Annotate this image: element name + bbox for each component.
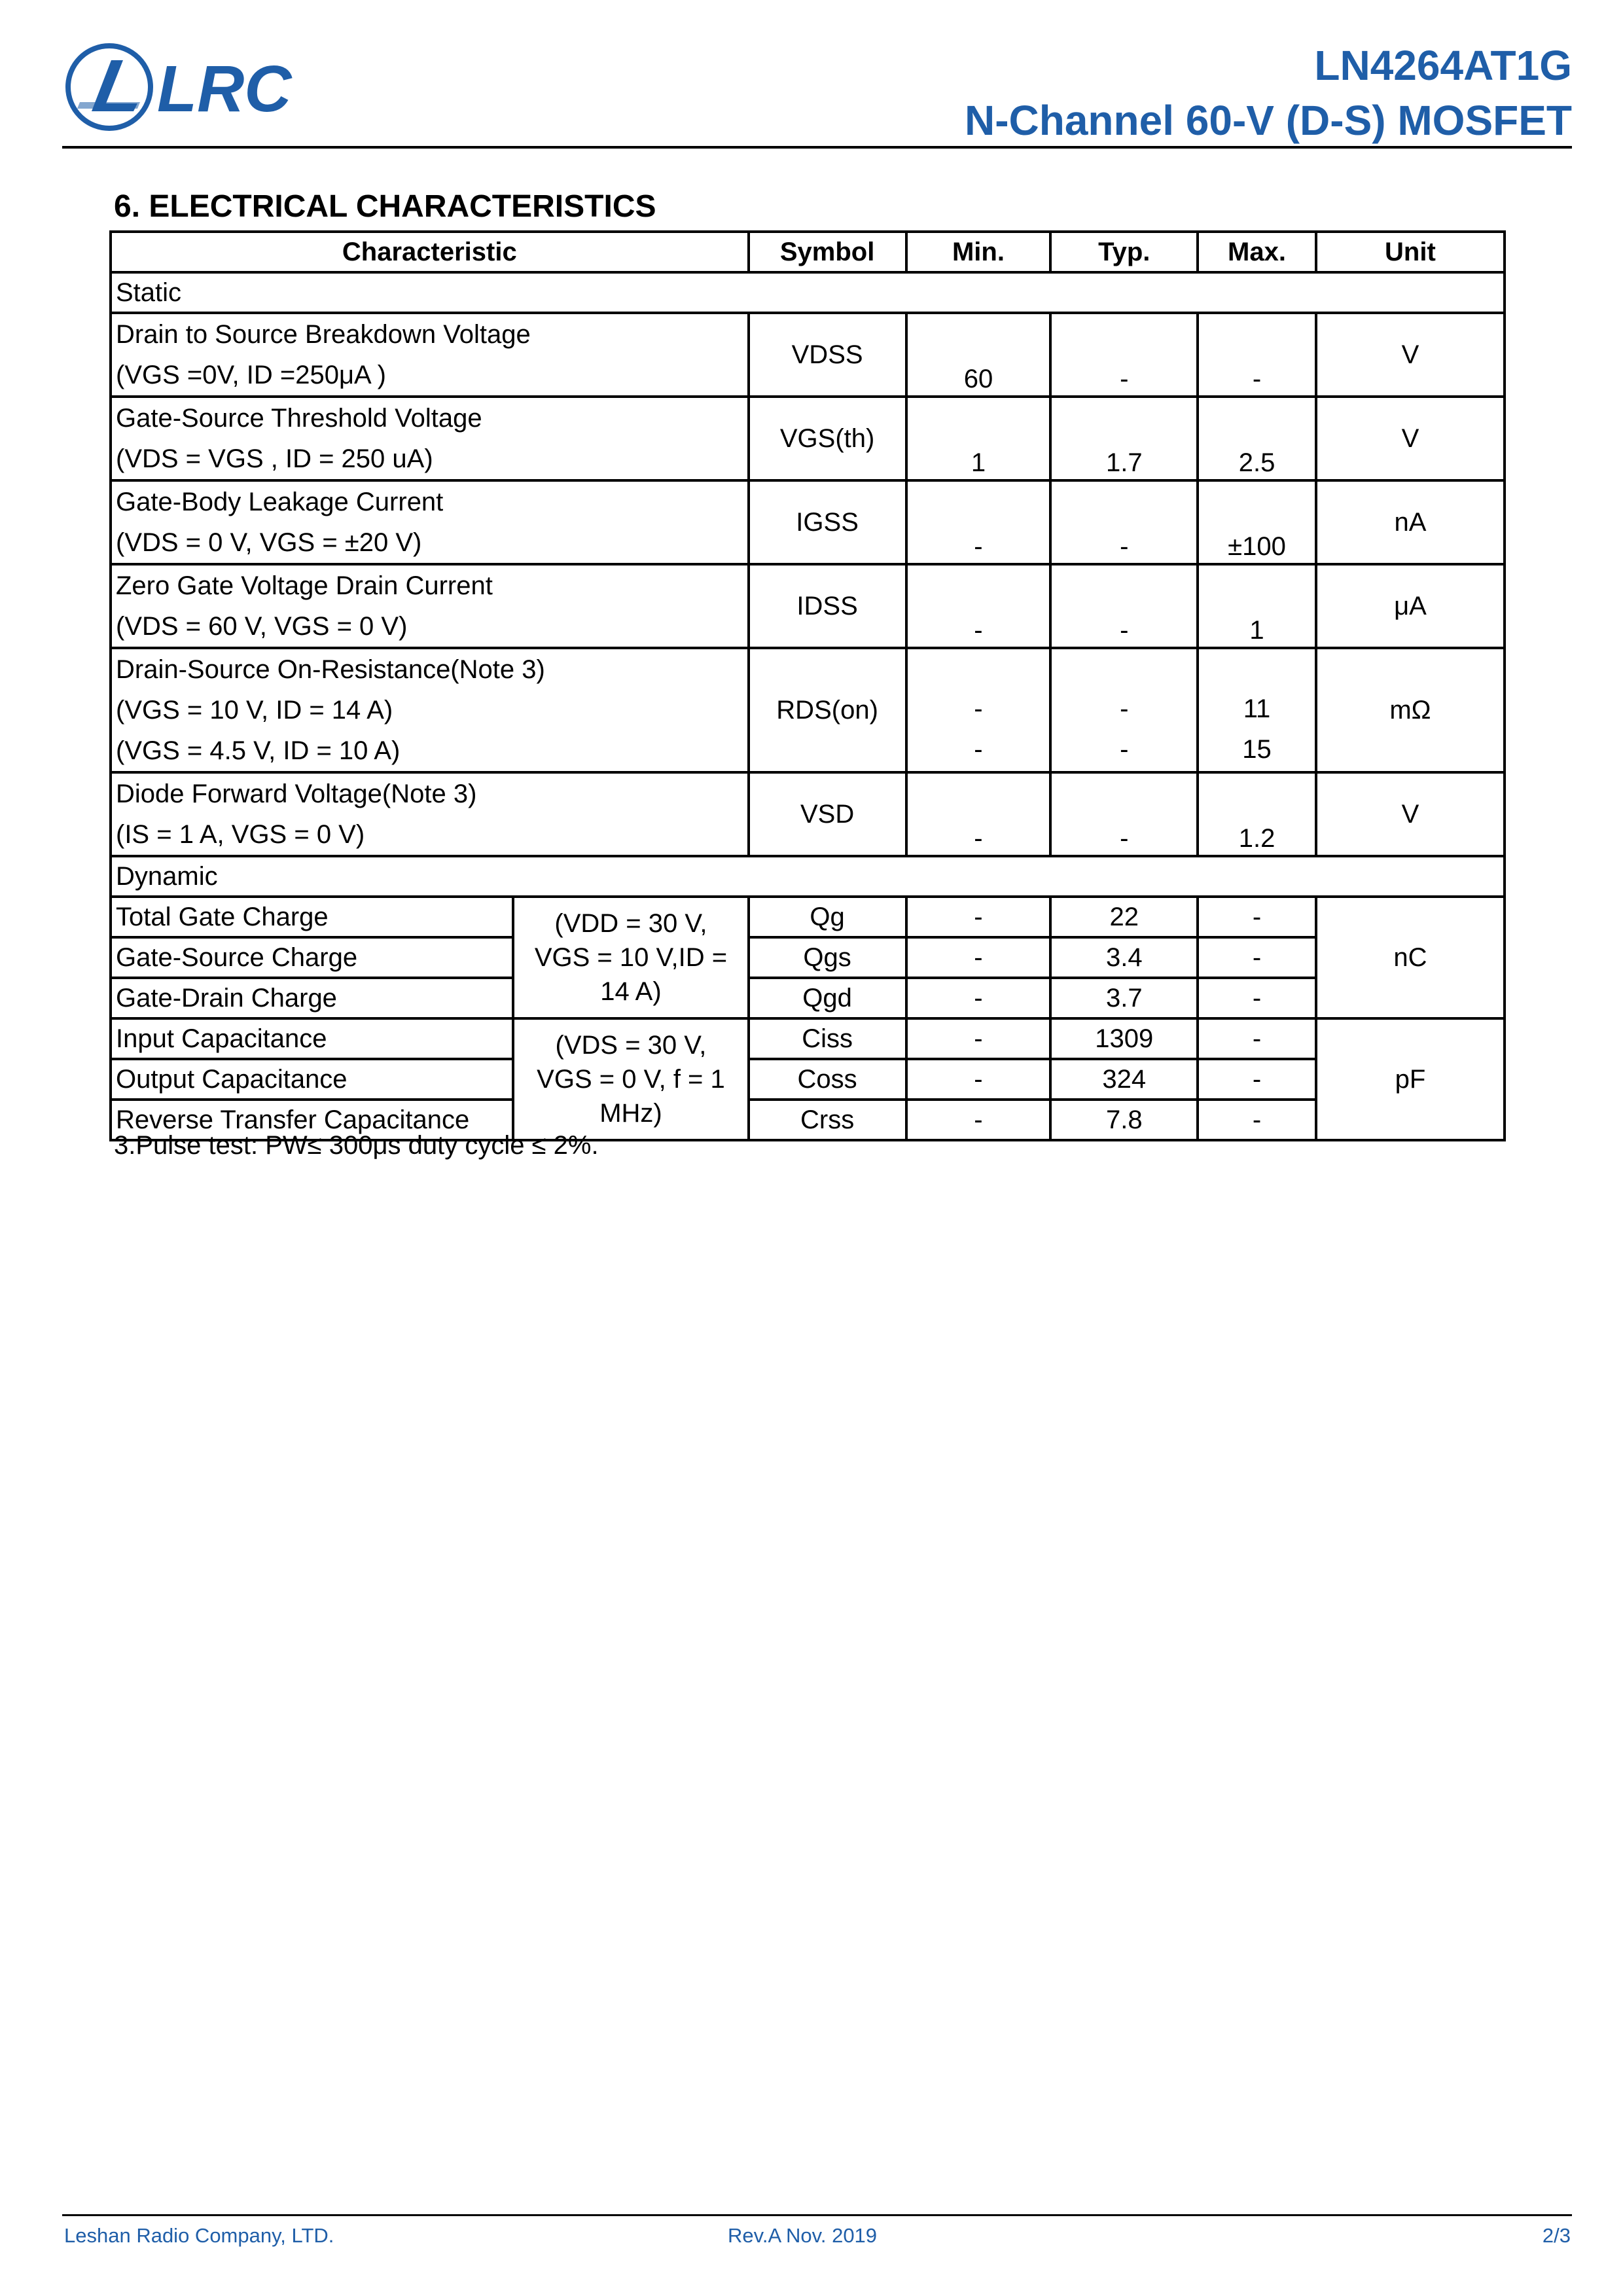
- condition-line: MHz): [599, 1099, 662, 1128]
- unit-cell: nC: [1316, 897, 1505, 1018]
- characteristic-condition: (VGS =0V, ID =250μA ): [116, 361, 386, 389]
- col-header-symbol: Symbol: [749, 232, 906, 272]
- characteristic-condition: (IS = 1 A, VGS = 0 V): [116, 820, 365, 849]
- min-value: -: [974, 694, 983, 723]
- dynamic-section-row: [111, 856, 1505, 897]
- table-row: [111, 897, 1505, 937]
- min-cell: -: [906, 937, 1051, 978]
- symbol-cell: IGSS: [749, 480, 906, 564]
- characteristic-name: Gate-Source Charge: [111, 937, 513, 978]
- table-row: [111, 1018, 1505, 1059]
- characteristic-name: Diode Forward Voltage(Note 3): [116, 780, 477, 808]
- min-cell: 1: [906, 397, 1051, 480]
- characteristic-condition: (VDS = 0 V, VGS = ±20 V): [116, 528, 422, 557]
- unit-cell: nA: [1316, 480, 1505, 564]
- typ-cell: 1309: [1050, 1018, 1198, 1059]
- unit-cell: V: [1316, 772, 1505, 856]
- typ-cell: 3.4: [1050, 937, 1198, 978]
- symbol-cell: RDS(on): [749, 648, 906, 772]
- characteristic-cell: [111, 564, 749, 648]
- typ-value: -: [1120, 735, 1129, 764]
- symbol-cell: Qg: [749, 897, 906, 937]
- typ-cell: 3.7: [1050, 978, 1198, 1018]
- symbol-cell: VDSS: [749, 313, 906, 397]
- symbol-cell: Ciss: [749, 1018, 906, 1059]
- header-divider: [62, 146, 1572, 149]
- table-row: [111, 937, 1505, 978]
- static-label: Static: [111, 272, 1505, 313]
- min-cell: 60: [906, 313, 1051, 397]
- typ-cell: 324: [1050, 1059, 1198, 1100]
- unit-cell: pF: [1316, 1018, 1505, 1140]
- characteristic-cell: [111, 397, 749, 480]
- characteristic-cell: [111, 772, 749, 856]
- typ-cell: -: [1050, 480, 1198, 564]
- characteristic-name: Drain to Source Breakdown Voltage: [116, 320, 531, 349]
- min-cell: -: [906, 1100, 1051, 1140]
- max-value: 11: [1243, 694, 1271, 723]
- characteristic-cell: [111, 313, 749, 397]
- characteristic-name: Gate-Source Threshold Voltage: [116, 404, 482, 433]
- min-cell: -: [906, 978, 1051, 1018]
- typ-value: -: [1120, 694, 1129, 723]
- symbol-cell: Coss: [749, 1059, 906, 1100]
- table-header-row: [111, 232, 1505, 272]
- max-cell: -: [1198, 937, 1316, 978]
- symbol-cell: VGS(th): [749, 397, 906, 480]
- min-cell: -: [906, 480, 1051, 564]
- typ-cell: 1.7: [1050, 397, 1198, 480]
- min-cell: -: [906, 1059, 1051, 1100]
- unit-cell: mΩ: [1316, 648, 1505, 772]
- table-row: [111, 772, 1505, 856]
- characteristic-name: Gate-Drain Charge: [111, 978, 513, 1018]
- symbol-cell: Crss: [749, 1100, 906, 1140]
- pulse-test-note: 3.Pulse test: PW≤ 300μs duty cycle ≤ 2%.: [114, 1131, 599, 1160]
- col-header-max: Max.: [1198, 232, 1316, 272]
- min-value: -: [974, 735, 983, 764]
- unit-cell: V: [1316, 313, 1505, 397]
- max-cell: 1.2: [1198, 772, 1316, 856]
- typ-cell: -: [1050, 772, 1198, 856]
- table-row: [111, 564, 1505, 648]
- max-cell: -: [1198, 978, 1316, 1018]
- min-cell: -: [906, 1018, 1051, 1059]
- col-header-characteristic: Characteristic: [111, 232, 749, 272]
- min-cell: -: [906, 564, 1051, 648]
- footer-revision: Rev.A Nov. 2019: [728, 2224, 878, 2247]
- characteristic-cell: [111, 648, 749, 772]
- condition-line: (VDS = 30 V,: [555, 1031, 707, 1060]
- typ-cell: 7.8: [1050, 1100, 1198, 1140]
- max-cell: -: [1198, 1018, 1316, 1059]
- col-header-min: Min.: [906, 232, 1051, 272]
- footer-divider: [62, 2214, 1572, 2216]
- characteristic-condition: (VGS = 10 V, ID = 14 A): [116, 696, 393, 725]
- symbol-cell: Qgs: [749, 937, 906, 978]
- symbol-cell: IDSS: [749, 564, 906, 648]
- footer-company: Leshan Radio Company, LTD.: [64, 2224, 334, 2247]
- characteristic-name: Input Capacitance: [111, 1018, 513, 1059]
- characteristic-name: Zero Gate Voltage Drain Current: [116, 571, 493, 600]
- characteristic-condition: (VGS = 4.5 V, ID = 10 A): [116, 736, 401, 765]
- condition-line: 14 A): [600, 977, 662, 1006]
- characteristic-name: Gate-Body Leakage Current: [116, 488, 444, 516]
- min-cell: -: [906, 897, 1051, 937]
- table-row: [111, 648, 1505, 772]
- max-cell: -: [1198, 313, 1316, 397]
- table-row: [111, 313, 1505, 397]
- svg-text:LRC: LRC: [157, 52, 292, 126]
- table-row: [111, 480, 1505, 564]
- symbol-cell: VSD: [749, 772, 906, 856]
- typ-cell: -: [1050, 313, 1198, 397]
- min-cell: -: [906, 772, 1051, 856]
- electrical-characteristics-table: [109, 230, 1506, 1141]
- part-number: LN4264AT1G: [1314, 42, 1572, 89]
- table-row: [111, 397, 1505, 480]
- footer-page-number: 2/3: [1542, 2224, 1571, 2247]
- table-row: [111, 1059, 1505, 1100]
- characteristic-condition: (VDS = VGS , ID = 250 uA): [116, 444, 433, 473]
- condition-line: (VDD = 30 V,: [554, 909, 707, 938]
- max-cell: -: [1198, 897, 1316, 937]
- dynamic-label: Dynamic: [111, 856, 1505, 897]
- document-header: [965, 38, 1572, 148]
- typ-cell: -: [1050, 564, 1198, 648]
- col-header-unit: Unit: [1316, 232, 1505, 272]
- max-cell: 2.5: [1198, 397, 1316, 480]
- col-header-typ: Typ.: [1050, 232, 1198, 272]
- unit-cell: V: [1316, 397, 1505, 480]
- max-cell: 1: [1198, 564, 1316, 648]
- capacitance-conditions: [513, 1018, 748, 1140]
- section-title: 6. ELECTRICAL CHARACTERISTICS: [114, 189, 656, 224]
- max-cell: -: [1198, 1059, 1316, 1100]
- condition-line: VGS = 10 V,ID =: [534, 943, 728, 972]
- characteristic-name: Output Capacitance: [111, 1059, 513, 1100]
- max-cell: [1198, 648, 1316, 772]
- characteristic-name: Reverse Transfer Capacitance: [111, 1100, 513, 1140]
- static-section-row: [111, 272, 1505, 313]
- symbol-cell: Qgd: [749, 978, 906, 1018]
- characteristic-condition: (VDS = 60 V, VGS = 0 V): [116, 612, 408, 641]
- max-cell: ±100: [1198, 480, 1316, 564]
- condition-line: VGS = 0 V, f = 1: [537, 1065, 725, 1094]
- characteristic-cell: [111, 480, 749, 564]
- typ-cell: [1050, 648, 1198, 772]
- table-row: [111, 978, 1505, 1018]
- characteristic-name: Total Gate Charge: [111, 897, 513, 937]
- min-cell: [906, 648, 1051, 772]
- max-value: 15: [1242, 735, 1272, 764]
- typ-cell: 22: [1050, 897, 1198, 937]
- part-description: N-Channel 60-V (D-S) MOSFET: [964, 97, 1572, 144]
- characteristic-name: Drain-Source On-Resistance(Note 3): [116, 655, 545, 684]
- unit-cell: μA: [1316, 564, 1505, 648]
- max-cell: -: [1198, 1100, 1316, 1140]
- lrc-logo: [60, 38, 322, 136]
- gate-charge-conditions: [513, 897, 748, 1018]
